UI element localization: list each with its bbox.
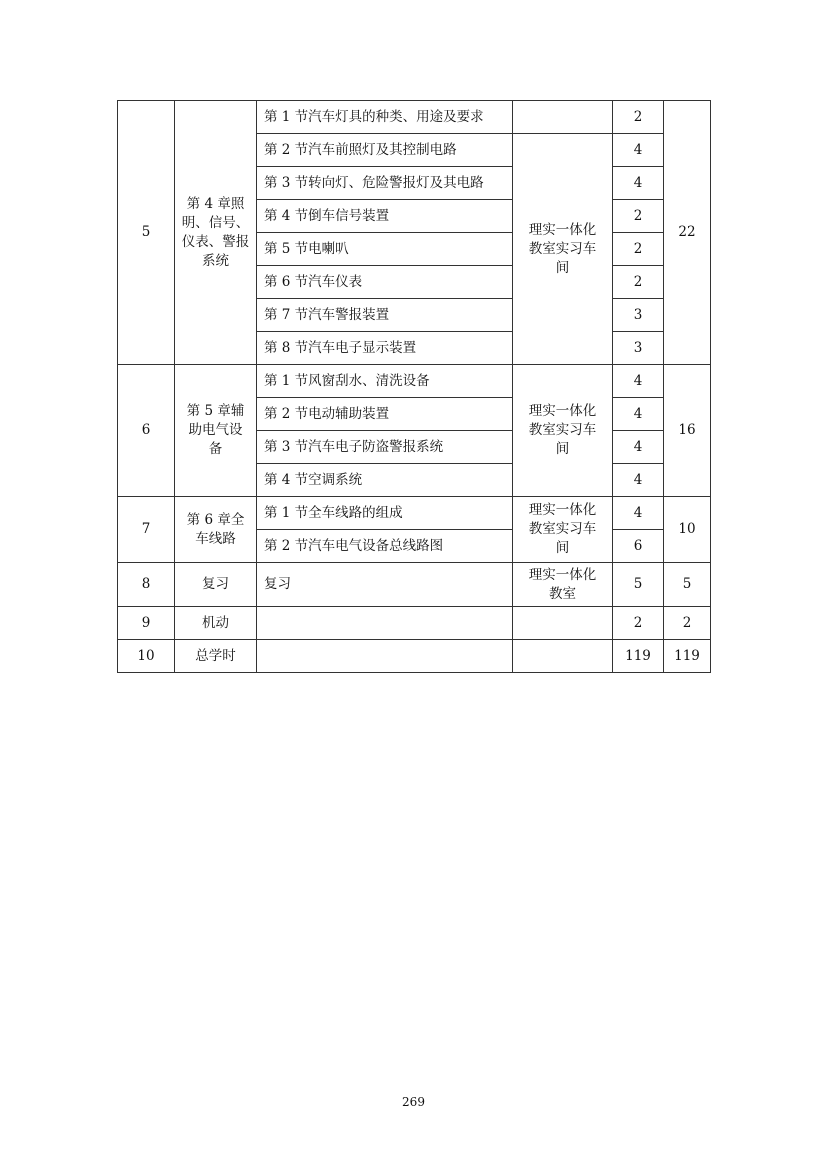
hours-cell: 2 — [613, 266, 664, 299]
hours-cell: 4 — [613, 134, 664, 167]
topic-cell: 第 7 节汽车警报装置 — [257, 299, 513, 332]
topic-cell: 复习 — [257, 563, 513, 607]
hours-cell: 4 — [613, 167, 664, 200]
topic-cell: 第 4 节空调系统 — [257, 464, 513, 497]
topic-cell: 第 4 节倒车信号装置 — [257, 200, 513, 233]
hours-cell: 4 — [613, 431, 664, 464]
chapter-cell: 第 5 章辅 助电气设 备 — [175, 365, 257, 497]
chapter-cell: 机动 — [175, 607, 257, 640]
hours-cell: 4 — [613, 497, 664, 530]
venue-cell: 理实一体化 教室实习车 间 — [513, 134, 613, 365]
topic-cell: 第 2 节电动辅助装置 — [257, 398, 513, 431]
hours-cell: 2 — [613, 101, 664, 134]
chapter-cell: 第 6 章全 车线路 — [175, 497, 257, 563]
row-number-cell: 9 — [118, 607, 175, 640]
venue-cell — [513, 101, 613, 134]
row-number-cell: 10 — [118, 640, 175, 673]
total-hours-cell: 16 — [664, 365, 711, 497]
hours-cell: 119 — [613, 640, 664, 673]
table-row — [118, 497, 711, 530]
topic-cell: 第 3 节汽车电子防盗警报系统 — [257, 431, 513, 464]
total-hours-cell: 22 — [664, 101, 711, 365]
topic-cell: 第 5 节电喇叭 — [257, 233, 513, 266]
table-row — [118, 607, 711, 640]
total-hours-cell: 10 — [664, 497, 711, 563]
hours-cell: 2 — [613, 233, 664, 266]
row-number-cell: 8 — [118, 563, 175, 607]
topic-cell: 第 3 节转向灯、危险警报灯及其电路 — [257, 167, 513, 200]
venue-cell — [513, 640, 613, 673]
hours-cell: 4 — [613, 464, 664, 497]
row-number-cell: 5 — [118, 101, 175, 365]
topic-cell: 第 2 节汽车前照灯及其控制电路 — [257, 134, 513, 167]
topic-cell: 第 6 节汽车仪表 — [257, 266, 513, 299]
hours-cell: 5 — [613, 563, 664, 607]
topic-cell — [257, 607, 513, 640]
topic-cell: 第 1 节风窗刮水、清洗设备 — [257, 365, 513, 398]
total-hours-cell: 2 — [664, 607, 711, 640]
venue-cell: 理实一体化 教室实习车 间 — [513, 365, 613, 497]
course-schedule-table — [117, 100, 711, 673]
topic-cell — [257, 640, 513, 673]
hours-cell: 2 — [613, 607, 664, 640]
hours-cell: 4 — [613, 365, 664, 398]
hours-cell: 3 — [613, 299, 664, 332]
hours-cell: 2 — [613, 200, 664, 233]
table-row — [118, 365, 711, 398]
chapter-cell: 第 4 章照 明、信号、 仪表、警报 系统 — [175, 101, 257, 365]
hours-cell: 4 — [613, 398, 664, 431]
venue-cell: 理实一体化 教室 — [513, 563, 613, 607]
table-row — [118, 101, 711, 134]
hours-cell: 3 — [613, 332, 664, 365]
venue-cell — [513, 607, 613, 640]
chapter-cell: 总学时 — [175, 640, 257, 673]
total-hours-cell: 5 — [664, 563, 711, 607]
hours-cell: 6 — [613, 530, 664, 563]
total-hours-cell: 119 — [664, 640, 711, 673]
topic-cell: 第 2 节汽车电气设备总线路图 — [257, 530, 513, 563]
chapter-cell: 复习 — [175, 563, 257, 607]
table-row — [118, 563, 711, 607]
page-number: 269 — [402, 1095, 425, 1109]
topic-cell: 第 1 节全车线路的组成 — [257, 497, 513, 530]
table-row — [118, 640, 711, 673]
row-number-cell: 7 — [118, 497, 175, 563]
venue-cell: 理实一体化 教室实习车 间 — [513, 497, 613, 563]
topic-cell: 第 1 节汽车灯具的种类、用途及要求 — [257, 101, 513, 134]
row-number-cell: 6 — [118, 365, 175, 497]
topic-cell: 第 8 节汽车电子显示装置 — [257, 332, 513, 365]
